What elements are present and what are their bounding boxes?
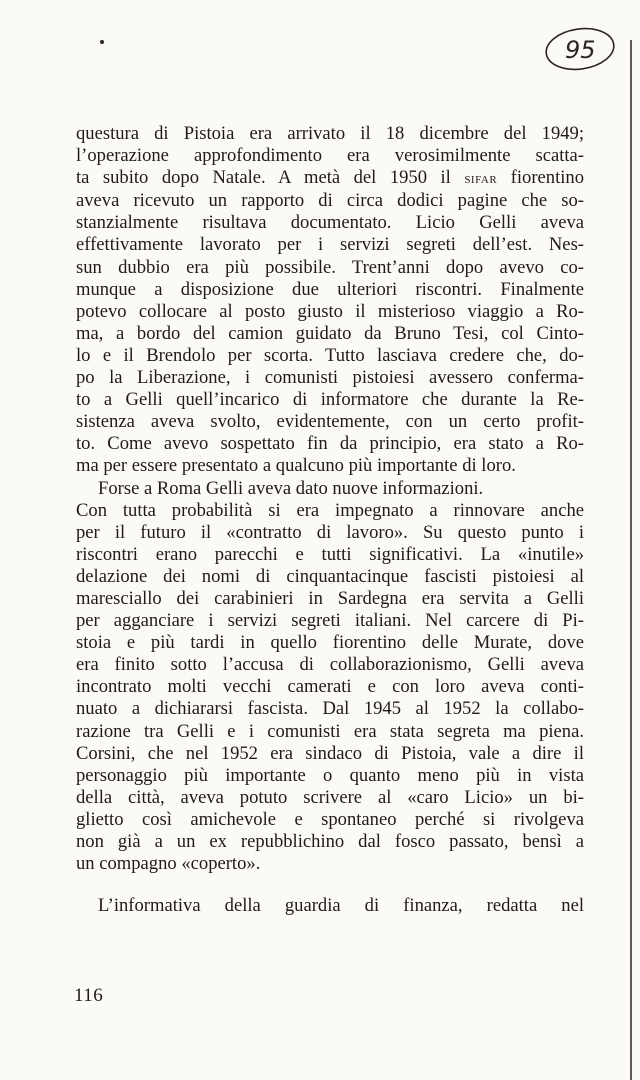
text-line: personaggio più importante o quanto meno più in vista (76, 764, 584, 786)
body-text (76, 123, 584, 917)
text-line: ta subito dopo Natale. A metà del 1950 il sifar fiorentino (76, 167, 584, 189)
text-line: stanzialmente risultava documentato. Licio Gelli aveva (76, 212, 584, 234)
text-line: munque a disposizione due ulteriori riscontri. Finalmente (76, 278, 584, 300)
text-line: delazione dei nomi di cinquantacinque fascisti pistoiesi al (76, 565, 584, 587)
text-line: effettivamente lavorato per i servizi segreti dell’est. Nes- (76, 234, 584, 256)
text-line: stoia e più tardi in quello fiorentino delle Murate, dove (76, 632, 584, 654)
text-line: l’operazione approfondimento era verosimilmente scatta- (76, 145, 584, 167)
text-line: lo e il Brendolo per scorta. Tutto lasciava credere che, do- (76, 344, 584, 366)
text-line: per il futuro il «contratto di lavoro». Su questo punto i (76, 521, 584, 543)
text-line: to a Gelli quell’incarico di informatore che durante la Re- (76, 389, 584, 411)
text-line: to. Come avevo sospettato fin da principio, era stato a Ro- (76, 433, 584, 455)
text-line: riscontri erano parecchi e tutti significativi. La «inutile» (76, 543, 584, 565)
text-line: aveva ricevuto un rapporto di circa dodici pagine che so- (76, 190, 584, 212)
text-line: ma, a bordo del camion guidato da Bruno Tesi, col Cinto- (76, 322, 584, 344)
text-line: glietto così amichevole e spontaneo perché si rivolgeva (76, 808, 584, 830)
text-line: era finito sotto l’accusa di collaborazionismo, Gelli aveva (76, 654, 584, 676)
text-line: potevo collocare al posto giusto il misterioso viaggio a Ro- (76, 300, 584, 322)
text-line: sun dubbio era più possibile. Trent’anni dopo avevo co- (76, 256, 584, 278)
ink-speck (100, 40, 104, 44)
text-line: razione tra Gelli e i comunisti era stata segreta ma piena. (76, 720, 584, 742)
text-line: incontrato molti vecchi camerati e con loro aveva conti- (76, 676, 584, 698)
text-line: ma per essere presentato a qualcuno più importante di loro. (76, 455, 516, 477)
folio-number: 95 (565, 36, 596, 64)
text-line: Corsini, che nel 1952 era sindaco di Pistoia, vale a dire il (76, 742, 584, 764)
text-line: un compagno «coperto». (76, 853, 261, 875)
paragraph-gap (76, 875, 584, 895)
text-line: Con tutta probabilità si era impegnato a rinnovare anche (76, 499, 584, 521)
text-line: per agganciare i servizi segreti italiani. Nel carcere di Pi- (76, 610, 584, 632)
handwritten-folio-mark (540, 22, 620, 74)
text-line: sistenza aveva svolto, evidentemente, con un certo profit- (76, 411, 584, 433)
text-line: Forse a Roma Gelli aveva dato nuove informazioni. (98, 477, 484, 499)
page-number: 116 (74, 985, 104, 1006)
text-line: non già a un ex repubblichino dal fosco passato, bensì a (76, 831, 584, 852)
text-line: questura di Pistoia era arrivato il 18 dicembre del 1949; (76, 123, 584, 144)
text-line: po la Liberazione, i comunisti pistoiesi avessero conferma- (76, 367, 584, 389)
text-line: della città, aveva potuto scrivere al «caro Licio» un bi- (76, 786, 584, 808)
page-edge-shadow (630, 40, 632, 1080)
text-line: maresciallo dei carabinieri in Sardegna era servita a Gelli (76, 587, 584, 609)
text-line: nuato a dichiararsi fascista. Dal 1945 al 1952 la collabo- (76, 698, 584, 720)
text-line: L’informativa della guardia di finanza, redatta nel (98, 895, 584, 917)
